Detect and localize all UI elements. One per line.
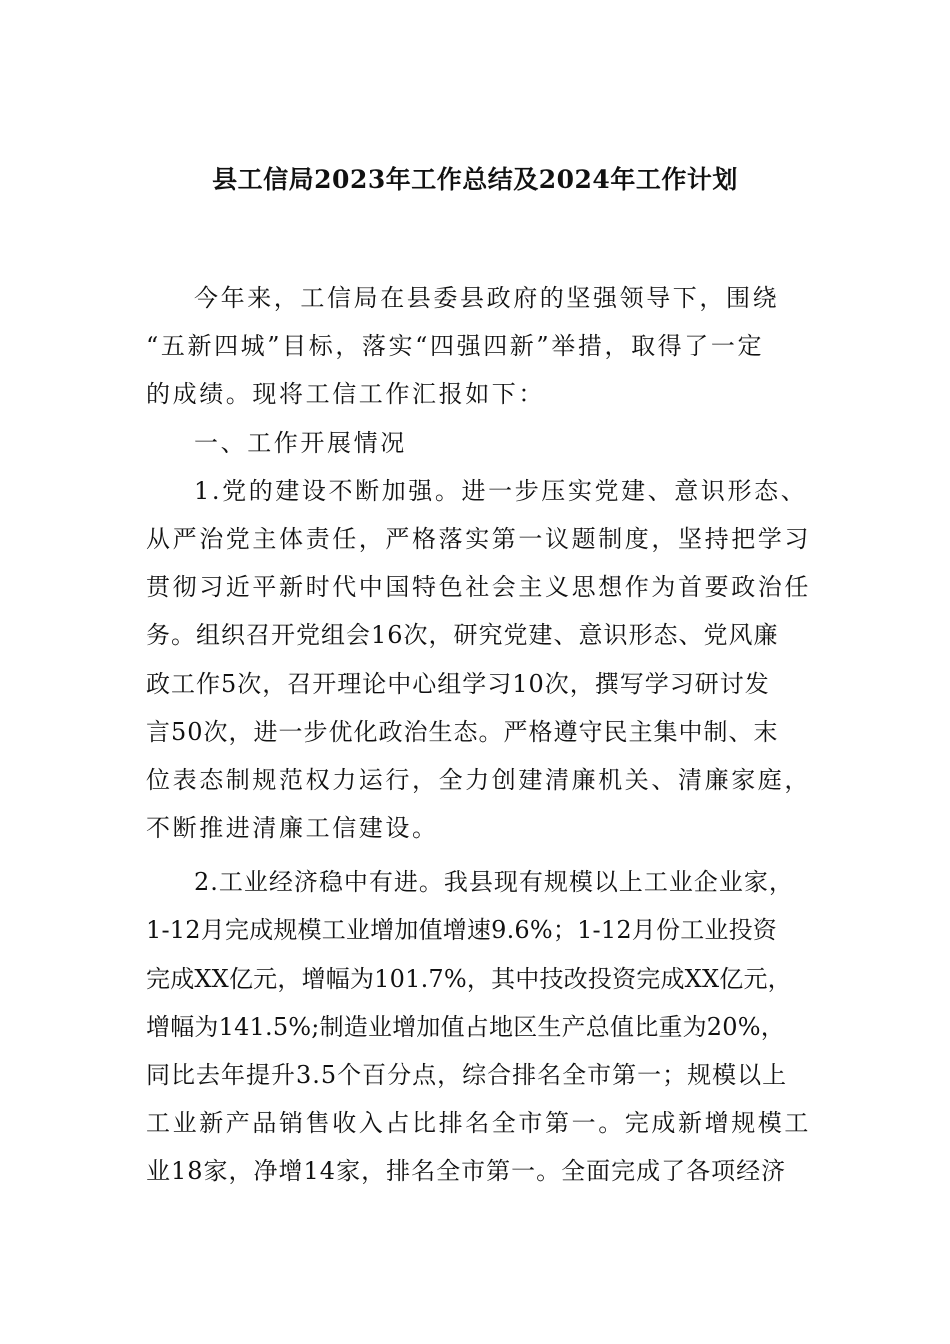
- paragraph-line: 的成绩。现将工信工作汇报如下：: [146, 380, 545, 409]
- paragraph-line: 言50次，进一步优化政治生态。严格遵守民主集中制、末: [146, 717, 779, 746]
- section-heading: 一、工作开展情况: [194, 428, 407, 457]
- paragraph-line: 工业新产品销售收入占比排名全市第一。完成新增规模工: [146, 1109, 811, 1138]
- paragraph-line: 政工作5次，召开理论中心组学习10次，撰写学习研讨发: [146, 669, 770, 698]
- paragraph-line: 不断推进清廉工信建设。: [146, 814, 439, 843]
- paragraph-line: 今年来，工信局在县委县政府的坚强领导下，围绕: [194, 284, 780, 312]
- paragraph-line: 2.工业经济稳中有进。我县现有规模以上工业企业家，: [194, 868, 794, 897]
- paragraph-line: 从严治党主体责任，严格落实第一议题制度，坚持把学习: [146, 524, 811, 553]
- paragraph-line: 同比去年提升3.5个百分点，综合排名全市第一；规模以上: [146, 1061, 788, 1089]
- paragraph-line: 1.党的建设不断加强。进一步压实党建、意识形态、: [194, 476, 808, 505]
- document-body: [146, 278, 816, 1200]
- paragraph-line: 位表态制规范权力运行，全力创建清廉机关、清廉家庭，: [146, 765, 811, 794]
- paragraph-line: 务。组织召开党组会16次，研究党建、意识形态、党风廉: [146, 621, 779, 650]
- paragraph-line: 贯彻习近平新时代中国特色社会主义思想作为首要政治任: [146, 573, 811, 602]
- paragraph-line: 完成XX亿元，增幅为101.7%，其中技改投资完成XX亿元，: [146, 964, 792, 993]
- paragraph-line: “五新四城”目标，落实“四强四新”举措，取得了一定: [146, 332, 765, 361]
- document-title: 县工信局2023年工作总结及2024年工作计划: [212, 165, 738, 194]
- paragraph-line: 业18家，净增14家，排名全市第一。全面完成了各项经济: [146, 1157, 787, 1186]
- paragraph-line: 1-12月完成规模工业增加值增速9.6%；1-12月份工业投资: [146, 916, 778, 945]
- paragraph-line: 增幅为141.5%;制造业增加值占地区生产总值比重为20%，: [146, 1012, 785, 1041]
